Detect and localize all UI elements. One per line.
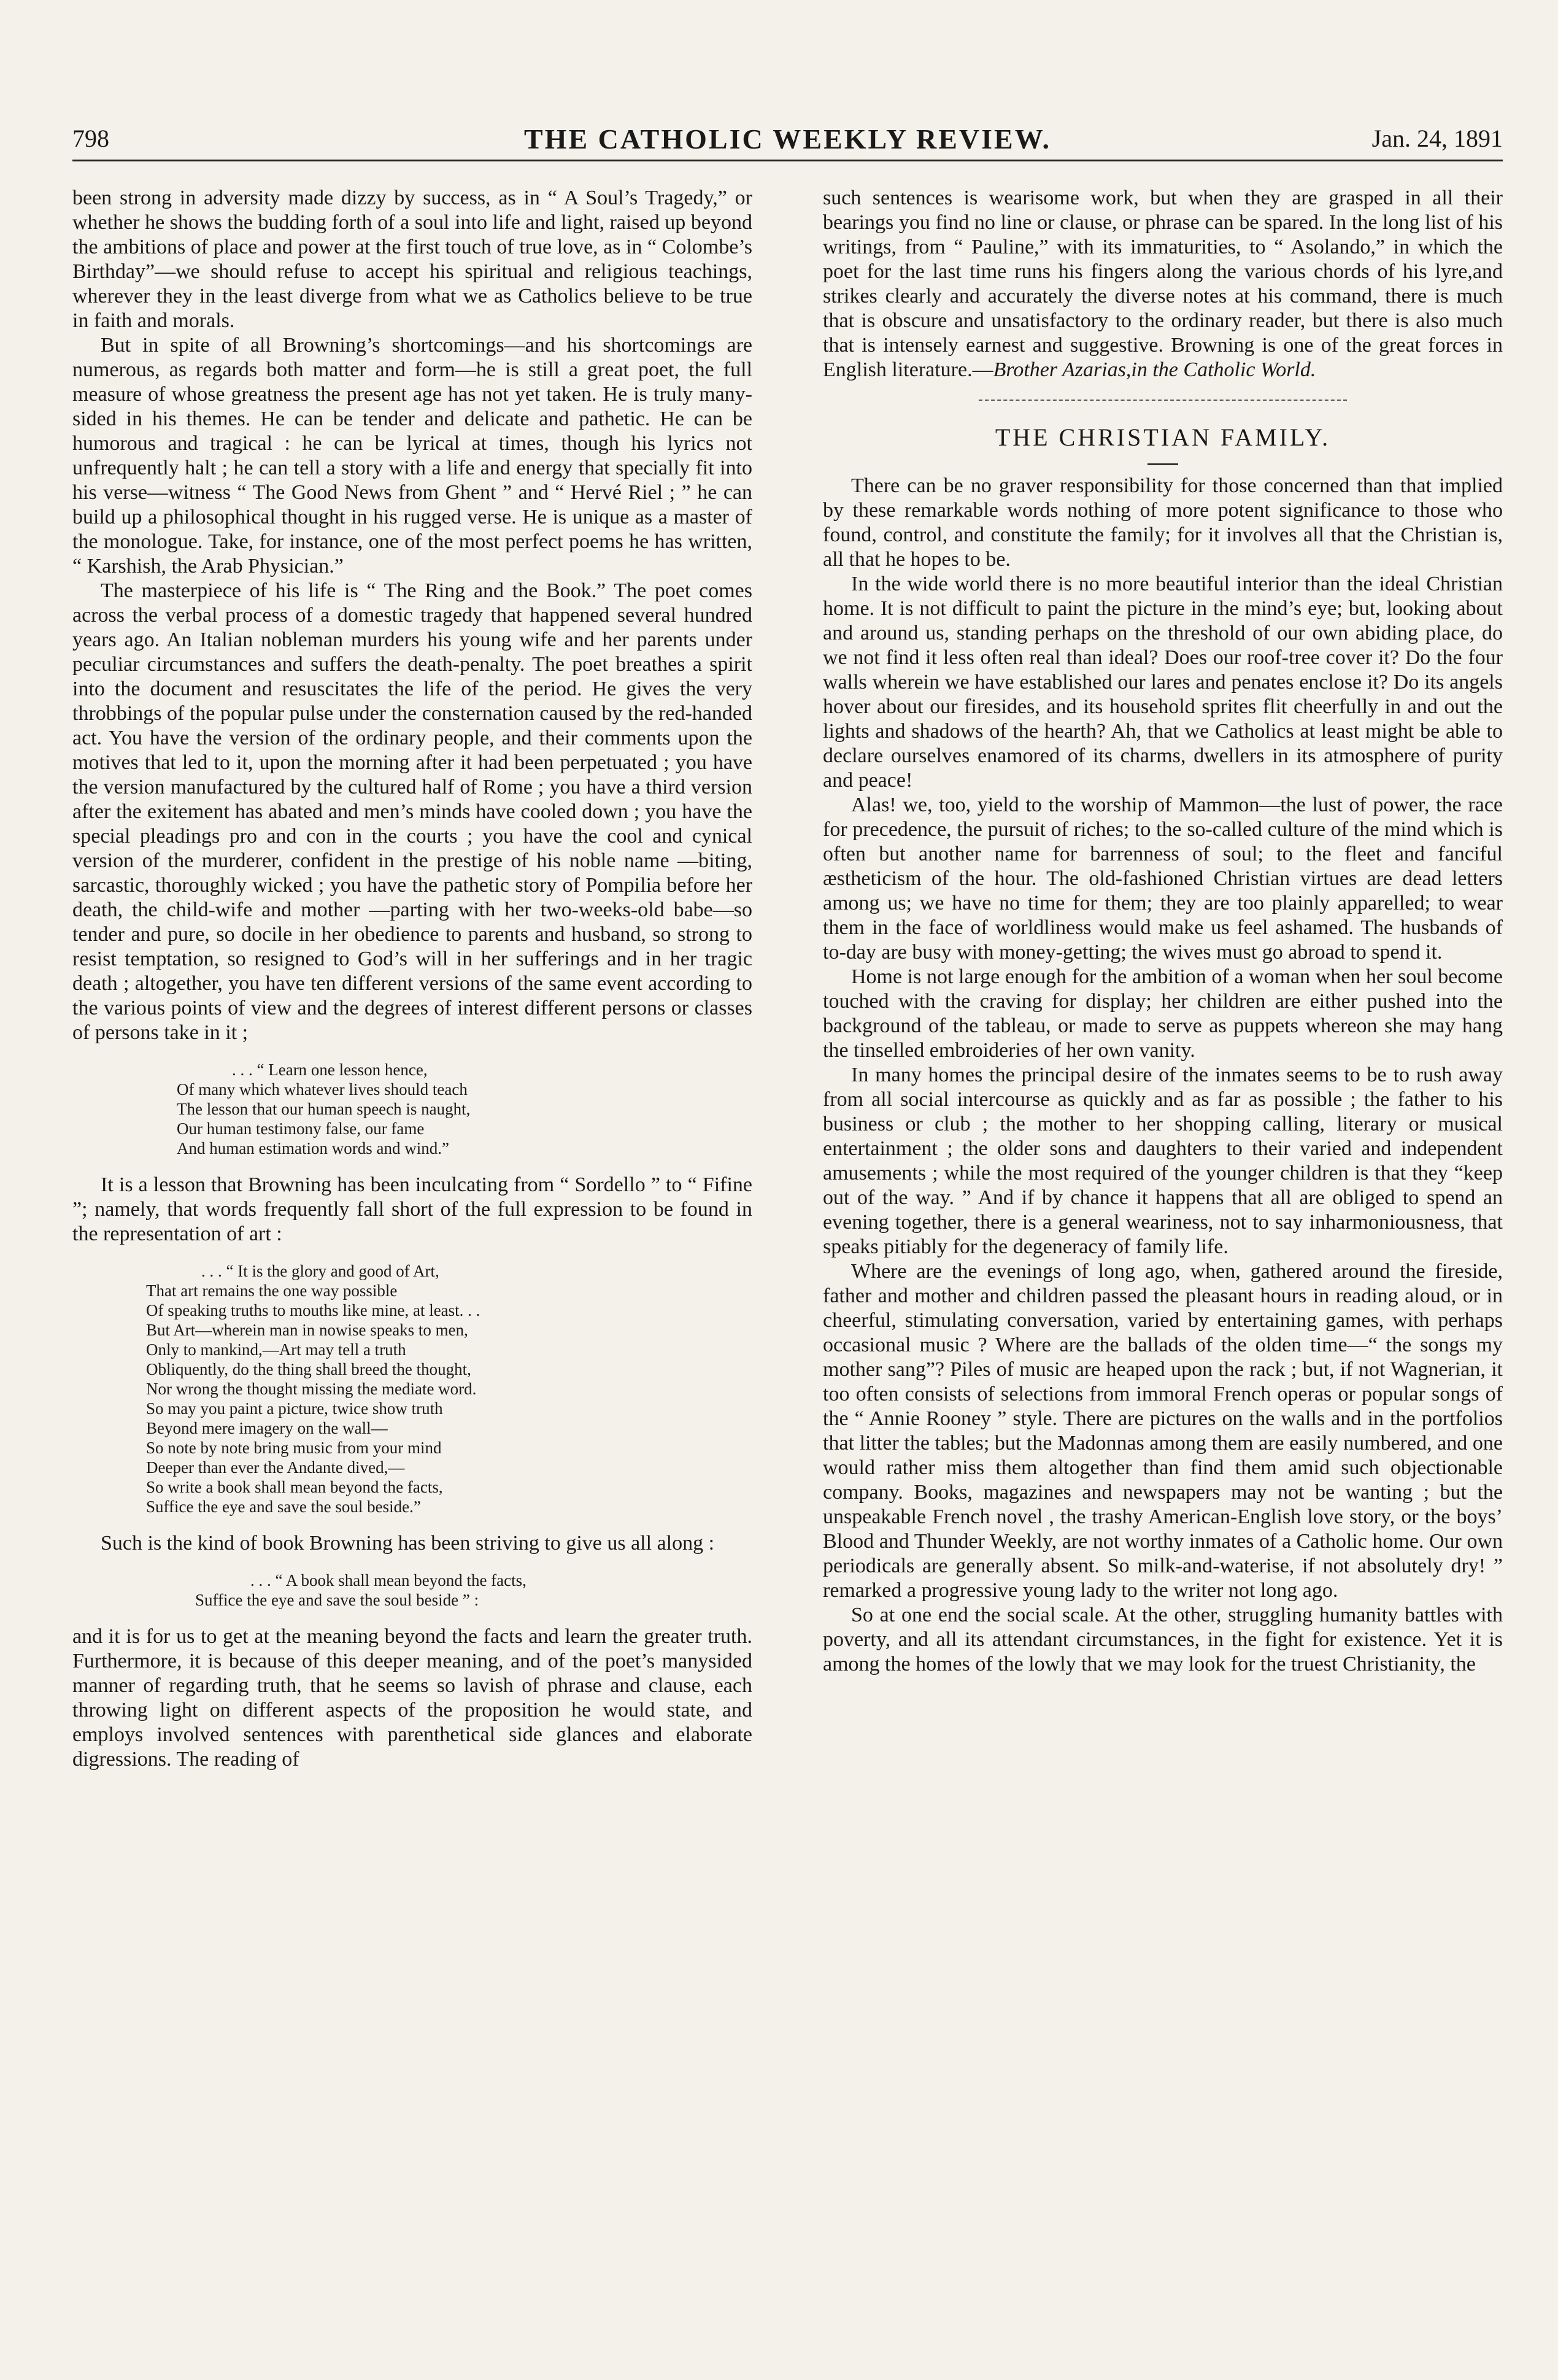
page-header xyxy=(72,117,1503,161)
page-number: 798 xyxy=(72,125,109,152)
paragraph: So at one end the social scale. At the other, struggling humanity battles with poverty, and all its attendant circumstances, in the fight for existence. Yet it is among the homes of the lowly that we may look for the truest Christianity, the xyxy=(823,1604,1503,1675)
verse-line: Suffice the eye and save the soul beside.” xyxy=(146,1497,421,1516)
verse-line: Obliquently, do the thing shall breed the thought, xyxy=(146,1360,471,1378)
verse-line: Of many which whatever lives should teach xyxy=(177,1080,468,1099)
verse-line: That art remains the one way possible xyxy=(146,1281,398,1300)
paragraph: The masterpiece of his life is “ The Ring and the Book.” The poet comes across the verbal process of a domestic tragedy that happened several hundred years ago. An Italian nobleman murders his young wife and her parents under peculiar circumstances and suffers the death-penalty. The poet breathes a spirit into the document and resuscitates the life of the period. He gives the very throbbings of the popular pulse under the consternation caused by the red-handed act. You have the version of the ordinary people, and their comments upon the motives that led to it, upon the morning after it had been perpetuated ; you have the version manufactured by the cultured half of Rome ; you have a third version after the exitement has abated and men’s minds have cooled down ; you have the special pleadings pro and con in the courts ; you have the cool and cynical version of the murderer, confident in the prestige of his noble name —biting, sarcastic, thoroughly wicked ; you have the pathetic story of Pompilia before her death, the child-wife and mother —parting with her two-weeks-old babe—so tender and pure, so docile in her obedience to parents and husband, so strong to resist temptation, so resigned to God’s will in her sufferings and in her tragic death ; altogether, you have ten different versions of the same event according to the various points of view and the degrees of interest different persons or classes of persons take in it ; xyxy=(72,579,752,1044)
paragraph xyxy=(823,186,1503,382)
title-rule xyxy=(1147,463,1178,465)
verse-line: The lesson that our human speech is naught, xyxy=(177,1100,471,1118)
paragraph: In the wide world there is no more beautiful interior than the ideal Christian home. It is not difficult to paint the picture in the mind’s eye; but, looking about and around us, standing perhaps on the threshold of our own abiding place, do we not find it less often real than ideal? Does our roof-tree cover it? Do the four walls wherein we have established our lares and penates enclose it? Do its angels hover about our firesides, and its household sprites flit cheerfully in and out the lights and shadows of the hearth? Ah, that we Catholics at least might be able to declare ourselves enamored of its charms, dwellers in its atmosphere of purity and peace! xyxy=(823,573,1503,792)
verse-line: So may you paint a picture, twice show truth xyxy=(146,1399,443,1418)
article-credit: Brother Azarias,in the Catholic World. xyxy=(993,358,1316,381)
verse-line: So note by note bring music from your mind xyxy=(146,1439,442,1457)
verse-line: Beyond mere imagery on the wall— xyxy=(146,1419,388,1437)
verse-line: . . . “ A book shall mean beyond the facts, xyxy=(250,1571,526,1590)
verse-line: Nor wrong the thought missing the mediate word. xyxy=(146,1380,477,1398)
verse-quotation xyxy=(195,1571,752,1610)
paragraph: been strong in adversity made dizzy by success, as in “ A Soul’s Tragedy,” or whether he shows the budding forth of a soul into life and light, raised up beyond the ambitions of place and power at the first touch of true love, as in “ Colombe’s Birthday”—we should refuse to accept his spiritual and religious teachings, wherever they in the least diverge from what we as Catholics believe to be true in faith and morals. xyxy=(72,187,752,332)
verse-line: . . . “ Learn one lesson hence, xyxy=(232,1061,428,1079)
paragraph: and it is for us to get at the meaning beyond the facts and learn the greater truth. Furthermore, it is because of this deeper meaning, and of the poet’s manysided manner of regarding truth, that he seems so lavish of phrase and clause, each throwing light on different aspects of the proposition he would state, and employs involved sentences with parenthetical side glances and elaborate digressions. The reading of xyxy=(72,1625,752,1771)
article-columns xyxy=(72,186,1503,1772)
paragraph: There can be no graver responsibility for those concerned than that implied by these remarkable words nothing of more potent significance to those who found, control, and constitute the family; for it involves all that the Christian is, all that he hopes to be. xyxy=(823,474,1503,571)
paragraph: Such is the kind of book Browning has been striving to give us all along : xyxy=(101,1532,715,1555)
issue-date: Jan. 24, 1891 xyxy=(1371,125,1503,152)
paragraph: In many homes the principal desire of the inmates seems to be to rush away from all social intercourse as quickly and as far as possible ; the father to his business or club ; the mother to her shopping calling, literary or musical entertainment ; the older sons and daughters to their varied and independent amusements ; while the most required of the younger children is that they “keep out of the way. ” And if by chance it happens that all are obliged to spend an evening together, there is a general weariness, not to say inharmoniousness, that speaks pitiably for the degeneracy of family life. xyxy=(823,1064,1503,1258)
masthead-title: THE CATHOLIC WEEKLY REVIEW. xyxy=(524,123,1051,155)
verse-line: Only to mankind,—Art may tell a truth xyxy=(146,1340,406,1359)
paragraph: Alas! we, too, yield to the worship of Mammon—the lust of power, the race for precedence, the pursuit of riches; to the so-called culture of the mind which is often but another name for barrenness of soul; to the fleet and fanciful æstheticism of the hour. The old-fashioned Christian virtues are dead letters among us; we have no time for them; they are too plainly apparelled; to wear them in the face of worldliness would make us feel ashamed. The husbands of to-day are busy with money-getting; the wives must go abroad to spend it. xyxy=(823,794,1503,964)
section-divider xyxy=(979,400,1347,401)
left-column xyxy=(72,186,752,1772)
paragraph: Home is not large enough for the ambition of a woman when her soul become touched with the craving for display; her children are either pushed into the background of the tableau, or made to serve as puppets whereon she may hang the tinselled embroideries of her own vanity. xyxy=(823,965,1503,1062)
paragraph: Where are the evenings of long ago, when, gathered around the fireside, father and mother and children passed the pleasant hours in reading aloud, or in cheerful, stimulating conversation, varied by entertaining games, with perhaps occasional music ? Where are the ballads of the olden time—“ the songs my mother sang”? Piles of music are heaped upon the rack ; but, if not Wagnerian, it too often consists of selections from immoral French operas or popular songs of the “ Annie Rooney ” style. There are pictures on the walls and in the portfolios that litter the tables; but the Madonnas among them are easily numbered, and one would rather miss them altogether than find them amid such objectionable company. Books, magazines and newspapers may not be wanting ; but the unspeakable French novel , the trashy American-English love story, or the boys’ Blood and Thunder Weekly, are not worthy inmates of a Catholic home. Our own periodicals are generally absent. So milk-and-waterise, if not absolutely dry! ” remarked a progressive young lady to the writer not long ago. xyxy=(823,1260,1503,1602)
verse-quotation xyxy=(177,1060,752,1158)
verse-line: Of speaking truths to mouths like mine, at least. . . xyxy=(146,1301,480,1319)
verse-quotation xyxy=(146,1261,752,1516)
verse-line: . . . “ It is the glory and good of Art, xyxy=(201,1262,439,1280)
verse-line: Deeper than ever the Andante dived,— xyxy=(146,1458,405,1477)
verse-line: And human estimation words and wind.” xyxy=(177,1139,449,1157)
verse-line: But Art—wherein man in nowise speaks to men, xyxy=(146,1321,468,1339)
verse-line: Our human testimony false, our fame xyxy=(177,1119,425,1138)
paragraph: It is a lesson that Browning has been inculcating from “ Sordello ” to “ Fifine ”; namely, that words frequently fall short of the full expression to be found in the representation of art : xyxy=(72,1173,752,1245)
paragraph: But in spite of all Browning’s shortcomings—and his shortcomings are numerous, as regards both matter and form—he is still a great poet, the full measure of whose greatness the present age has not yet taken. He is truly many-sided in his themes. He can be tender and delicate and pathetic. He can be humorous and tragical : he can be lyrical at times, though his lyrics not unfrequently halt ; he can tell a story with a life and energy that specially fit into his verse—witness “ The Good News from Ghent ” and “ Hervé Riel ; ” he can build up a philosophical thought in his rugged verse. He is unique as a master of the monologue. Take, for instance, one of the most perfect poems he has written, “ Karshish, the Arab Physician.” xyxy=(72,334,752,578)
verse-line: Suffice the eye and save the soul beside ” : xyxy=(195,1591,479,1609)
right-column xyxy=(823,186,1503,1772)
section-title: THE CHRISTIAN FAMILY. xyxy=(995,423,1331,451)
paragraph-text: such sentences is wearisome work, but when they are grasped in all their bearings you find no line or clause, or phrase can be spared. In the long list of his writings, from “ Pauline,” with its immaturities, to “ Asolando,” in which the poet for the last time runs his fingers along the various chords of his lyre,and strikes clearly and accurately the diverse notes at his command, there is much that is obscure and unsatisfactory to the ordinary reader, but there is also much that is intensely earnest and suggestive. Browning is one of the great forces in English literature.— xyxy=(823,187,1503,381)
verse-line: So write a book shall mean beyond the facts, xyxy=(146,1478,443,1496)
